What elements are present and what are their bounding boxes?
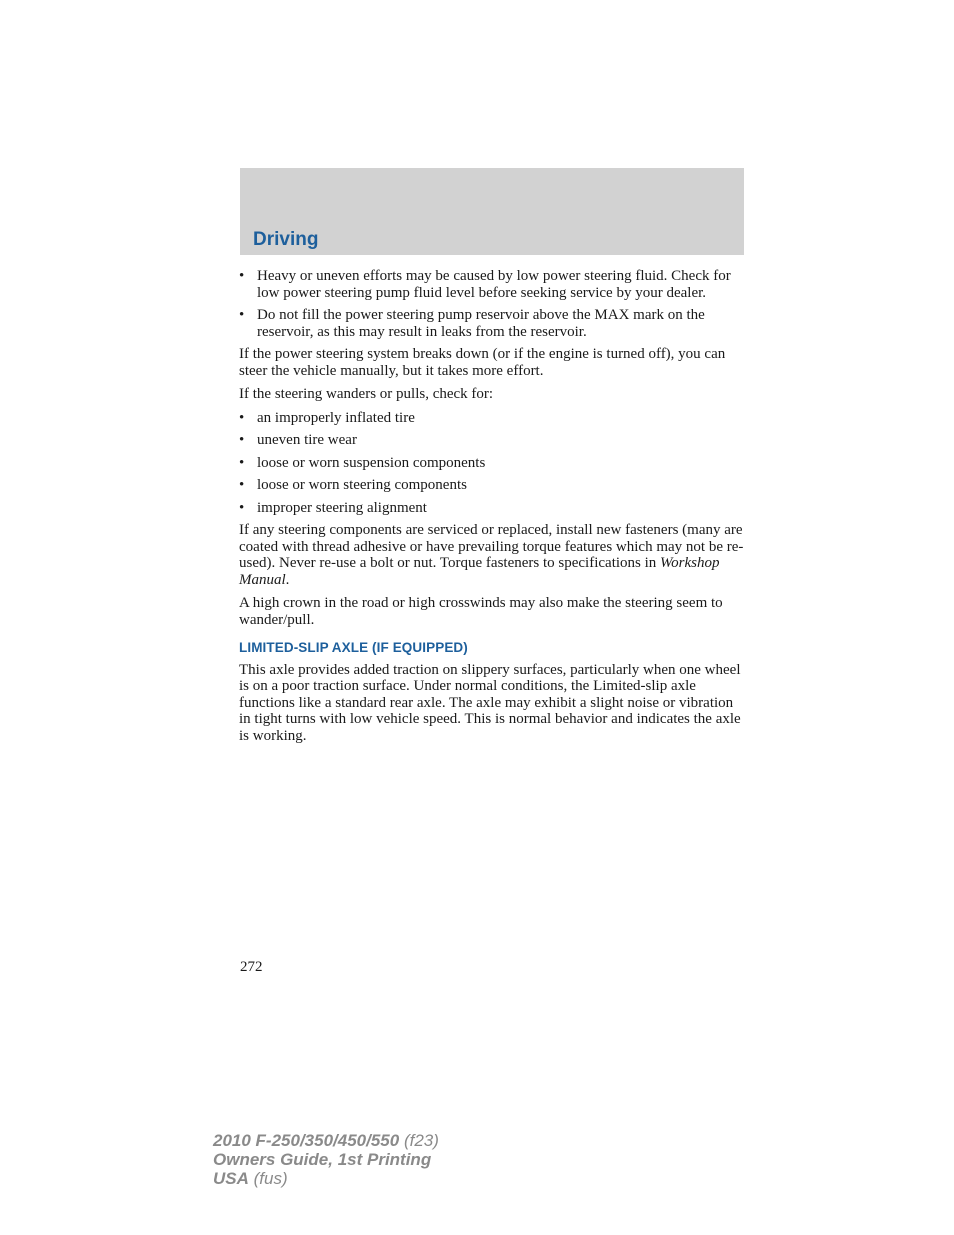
footer-line-model: 2010 F-250/350/450/550 (f23) <box>213 1131 439 1150</box>
list-item: • Heavy or uneven efforts may be caused by low power steering fluid. Check for low power steering pump fluid level before seeking service by your dealer. <box>239 268 731 301</box>
list-item: • loose or worn steering components <box>239 477 467 493</box>
bullet-icon: • <box>239 268 245 284</box>
power-steering-bullets <box>239 268 744 340</box>
list-item: • Do not fill the power steering pump reservoir above the MAX mark on the reservoir, as this may result in leaks from the reservoir. <box>239 307 705 340</box>
bullet-icon: • <box>239 499 245 516</box>
bullet-icon: • <box>239 477 245 493</box>
limited-slip-heading: LIMITED-SLIP AXLE (IF EQUIPPED) <box>239 640 468 655</box>
bullet-icon: • <box>239 454 245 471</box>
bullet-icon: • <box>239 307 245 323</box>
list-item: • improper steering alignment <box>239 499 427 516</box>
wander-intro-paragraph: If the steering wanders or pulls, check for: <box>239 386 494 402</box>
list-item: • loose or worn suspension components <box>239 454 486 471</box>
bullet-icon: • <box>239 432 245 448</box>
workshop-manual-reference: Workshop Manual <box>239 555 720 588</box>
limited-slip-paragraph: This axle provides added traction on slippery surfaces, particularly when one wheel is on a poor traction surface. Under normal conditions, the Limited-slip axle functions like a standard rear axle. The axle may exhibit a slight noise or vibration in tight turns with low vehicle speed. This is normal behavior and indicates the axle is working. <box>239 661 741 744</box>
fasteners-paragraph: If any steering components are serviced or replaced, install new fasteners (many are coated with thread adhesive or have prevailing torque features which may not be re-used). Never re-use a bolt or nut. Torque fasteners to specifications in Workshop Manual. <box>239 522 744 588</box>
list-item: • an improperly inflated tire <box>239 409 415 426</box>
page-number: 272 <box>240 959 263 975</box>
footer-line-market: USA (fus) <box>213 1169 288 1188</box>
bullet-icon: • <box>239 409 245 426</box>
section-header-band <box>240 168 744 255</box>
wander-check-bullets <box>239 410 744 517</box>
breakdown-paragraph: If the power steering system breaks down (or if the engine is turned off), you can steer the vehicle manually, but it takes more effort. <box>239 346 726 379</box>
page-content <box>239 268 744 751</box>
document-footer <box>213 1131 439 1188</box>
section-title: Driving <box>253 229 319 250</box>
crown-paragraph: A high crown in the road or high crosswinds may also make the steering seem to wander/pull. <box>239 595 723 628</box>
footer-line-printing: Owners Guide, 1st Printing <box>213 1150 432 1169</box>
list-item: • uneven tire wear <box>239 432 357 448</box>
